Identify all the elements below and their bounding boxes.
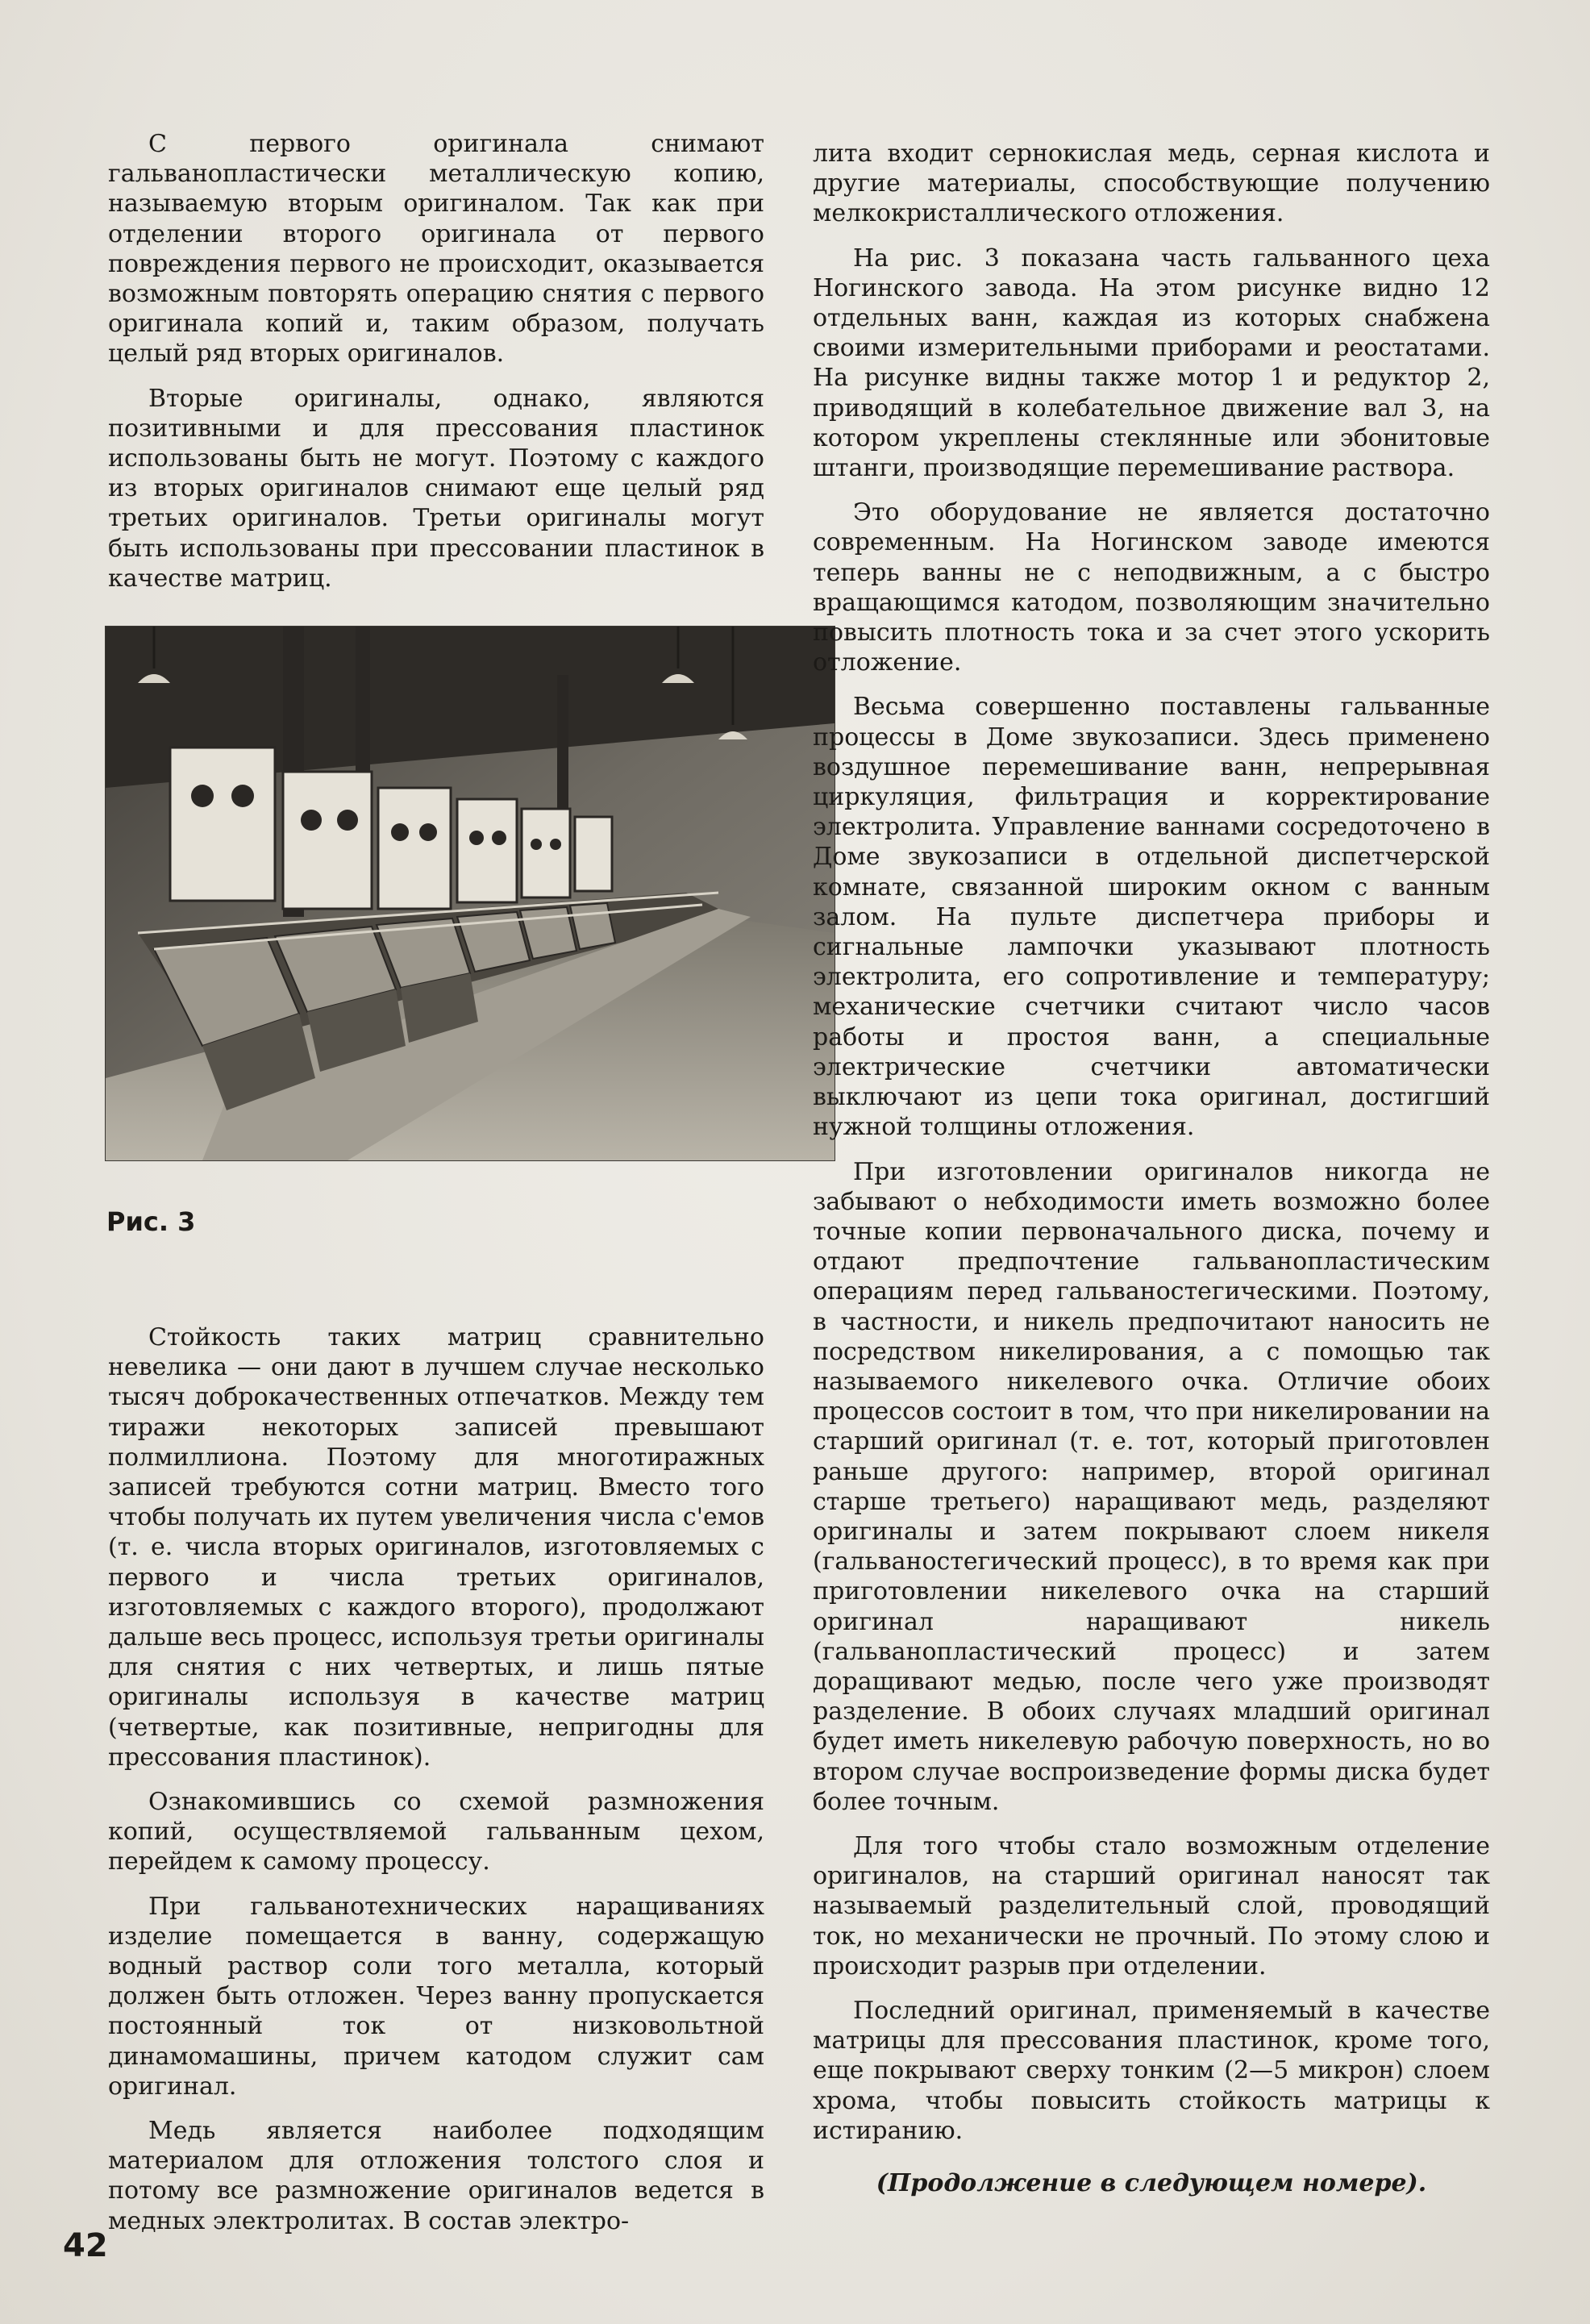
paragraph: При гальванотехнических наращиваниях изделие помещается в ванну, содержащую водный раствор соли того металла, который должен быть отложен. Через ванну пропускается постоянный ток от низковольтной динамомашины, причем катодом служит сам оригинал. [108,1892,764,2101]
paragraph: Для того чтобы стало возможным отделение оригиналов, на старший оригинал наносят так называемый разделительный слой, проводящий ток, но механически не прочный. По этому слою и происходит разрыв при отделении. [813,1831,1490,1980]
paragraph: Ознакомившись со схемой размножения копий, осуществляемой гальванным цехом, перейдем к самому процессу. [108,1788,764,1876]
paragraph: При изготовлении оригиналов никогда не забывают о небходимости иметь возможно более точные копии первоначального диска, почему и отдают предпочтение гальванопластическим операциям перед гальваностегическими. Поэтому, в частности, и никель предпочитают наносить не посредством никелирования, а с помощью так называемого никелевого очка. Отличие обоих процессов состоит в том, что при никелировании на старший оригинал (т. е. тот, который приготовлен раньше другого: например, второй оригинал старше третьего) наращивают медь, разделяют оригиналы и затем покрывают слоем никеля (гальваностегический процесс), в то время как при приготовлении никелевого очка на старший оригинал наращивают никель (гальванопластический процесс) и затем доращивают медью, после чего уже производят разделение. В обоих случаях младший оригинал будет иметь никелевую рабочую поверхность, но во втором случае воспроизведение формы диска будет более точным. [813,1157,1490,1816]
continued-note: (Продолжение в следующем номере). [876,2169,1427,2197]
left-column-bottom [108,1322,764,2251]
paragraph: Весьма совершенно поставлены гальванные процессы в Доме звукозаписи. Здесь применено воздушное перемешивание ванн, непрерывная циркуляция, фильтрация и корректирование электролита. Управление ваннами сосредоточено в Доме звукозаписи в отдельной диспетчерской комнате, связанной широким окном с ванным залом. На пульте диспетчера приборы и сигнальные лампочки указывают плотность электролита, его сопротивление и температуру; механические счетчики считают число часов работы и простоя ванн, а специальные электрические счетчики автоматически выключают из цепи тока оригинал, достигший нужной толщины отложения. [813,693,1490,1142]
workshop-photo-illustration [106,627,835,1160]
paragraph: С первого оригинала снимают гальванопластически металлическую копию, называемую вторым оригиналом. Так как при отделении второго оригинала от первого повреждения первого не происходит, оказывается возможным повторять операцию снятия с первого оригинала копий и, таким образом, получать целый ряд вторых оригиналов. [108,130,764,369]
left-column-top [108,129,764,608]
paragraph: Медь является наиболее подходящим материалом для отложения толстого слоя и потому все размножение оригиналов ведется в медных электролитах. В состав электро- [108,2117,764,2235]
figure-caption: Рис. 3 [106,1206,196,1237]
paragraph: Последний оригинал, применяемый в качестве матрицы для прессования пластинок, кроме того, еще покрывают сверху тонким (2—5 микрон) слоем хрома, чтобы повысить стойкость матрицы к истиранию. [813,1996,1490,2145]
page-number: 42 [63,2227,108,2264]
figure-photo [105,626,835,1161]
paragraph-continued: лита входит сернокислая медь, серная кислота и другие материалы, способствующие получению мелкокристаллического отложения. [813,140,1490,228]
paragraph: Стойкость таких матриц сравнительно невелика — они дают в лучшем случае несколько тысяч доброкачественных отпечатков. Между тем тиражи некоторых записей превышают полмиллиона. Поэтому для многотиражных записей требуются сотни матриц. Вместо того чтобы получать их путем увеличения числа с'емов (т. е. числа вторых оригиналов, изготовляемых с первого и числа третьих оригиналов, изготовляемых с каждого второго), продолжают дальше весь процесс, используя третьи оригиналы для снятия с них четвертых, и лишь пятые оригиналы используя в качестве матриц (четвертые, как позитивные, непригодны для прессования пластинок). [108,1323,764,1772]
paragraph: Вторые оригиналы, однако, являются позитивными и для прессования пластинок использованы быть не могут. Поэтому с каждого из вторых оригиналов снимают еще целый ряд третьих оригиналов. Третьи оригиналы могут быть использованы при прессовании пластинок в качестве матриц. [108,384,764,593]
paragraph: Это оборудование не является достаточно современным. На Ногинском заводе имеются теперь ванны не с неподвижным, а с быстро вращающимся катодом, позволяющим значительно повысить плотность тока и за счет этого ускорить отложение. [813,498,1490,677]
paragraph: На рис. 3 показана часть гальванного цеха Ногинского завода. На этом рисунке видно 12 отдельных ванн, каждая из которых снабжена своими измерительными приборами и реостатами. На рисунке видны также мотор 1 и редуктор 2, приводящий в колебательное движение вал 3, на котором укреплены стеклянные или эбонитовые штанги, производящие перемешивание раствора. [813,244,1490,483]
right-column [813,139,1490,2160]
